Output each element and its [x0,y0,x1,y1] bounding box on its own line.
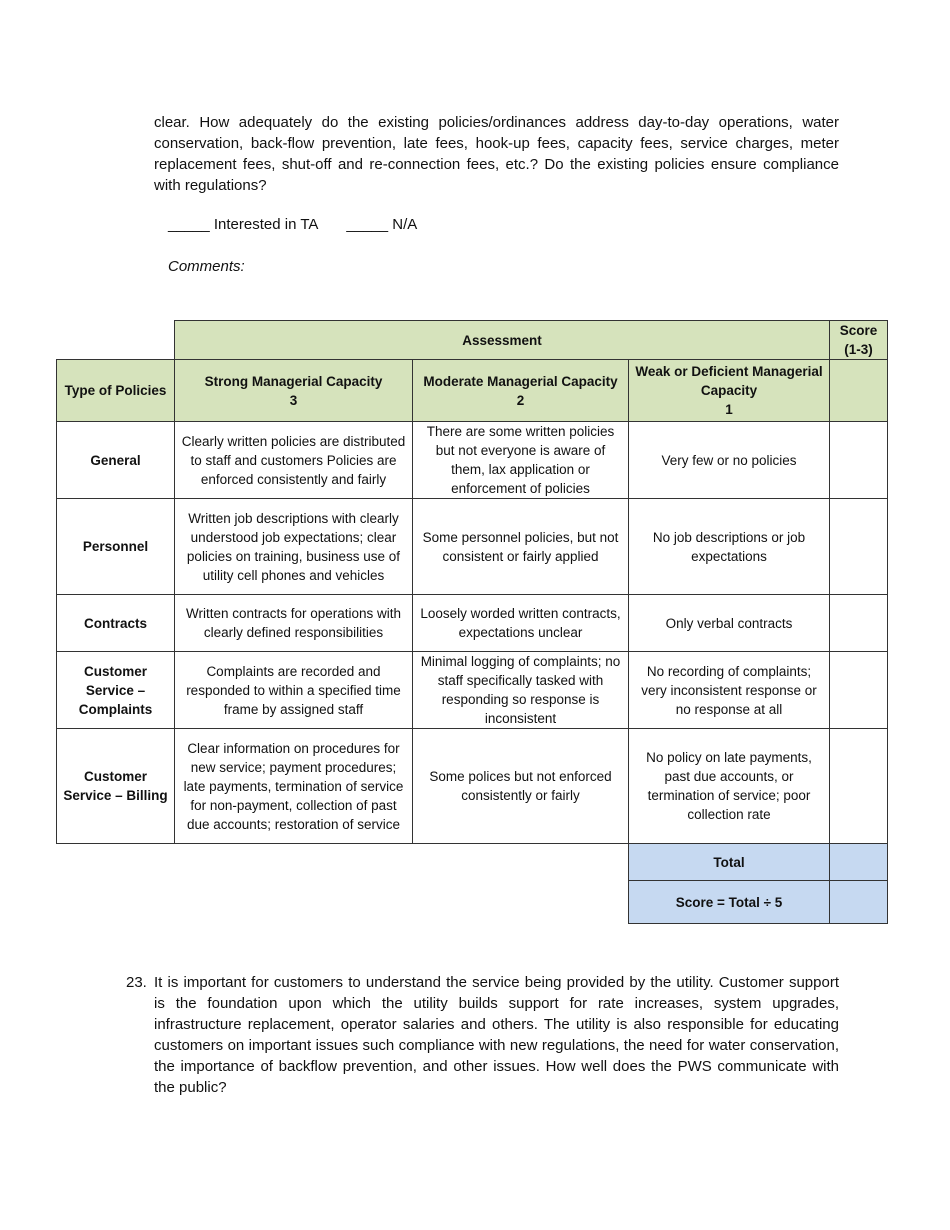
table-row [57,729,888,844]
row-weak: No job descriptions or job expectations [629,499,830,595]
row-strong: Complaints are recorded and responded to within a specified time frame by assigned staff [175,652,413,729]
ta-line [168,216,417,233]
interested-in-ta-field[interactable]: _____ Interested in TA [168,216,319,233]
row-strong: Written job descriptions with clearly understood job expectations; clear policies on training, business use of utility cell phones and vehicles [175,499,413,595]
assessment-header: Assessment [175,321,830,360]
moderate-capacity-header [413,360,629,422]
total-label: Total [629,844,830,881]
strong-capacity-header [175,360,413,422]
moderate-capacity-value: 2 [516,392,525,408]
row-weak: Very few or no policies [629,422,830,499]
table-row [57,422,888,499]
question-number: 23. [126,974,147,991]
blank-area [57,844,629,881]
score-result-input[interactable] [830,881,888,924]
row-type: Customer Service – Complaints [57,652,175,729]
row-type: General [57,422,175,499]
strong-capacity-value: 3 [289,392,298,408]
row-strong: Clearly written policies are distributed to staff and customers Policies are enforced consistently and fairly [175,422,413,499]
moderate-capacity-label: Moderate Managerial Capacity [423,373,618,389]
row-score-input[interactable] [830,422,888,499]
row-strong: Clear information on procedures for new service; payment procedures; late payments, termination of service for non-payment, collection of past due accounts; restoration of service [175,729,413,844]
row-score-input[interactable] [830,652,888,729]
row-strong: Written contracts for operations with clearly defined responsibilities [175,595,413,652]
row-type: Personnel [57,499,175,595]
weak-capacity-label: Weak or Deficient Managerial Capacity [635,364,823,398]
table-row [57,652,888,729]
row-type: Customer Service – Billing [57,729,175,844]
empty-corner [57,321,175,360]
assessment-table [56,320,888,924]
type-of-policies-header: Type of Policies [57,360,175,422]
row-score-input[interactable] [830,499,888,595]
weak-capacity-header [629,360,830,422]
na-field[interactable]: _____ N/A [346,216,418,233]
score-formula-label: Score = Total ÷ 5 [629,881,830,924]
comments-label: Comments: [168,258,245,275]
row-moderate: Some personnel policies, but not consistent or fairly applied [413,499,629,595]
score-header-blank [830,360,888,422]
row-score-input[interactable] [830,595,888,652]
question-text: It is important for customers to understand the service being provided by the utility. Customer support is the foundation upon which the utility builds support for rate increases, system upgrades, infrastructure replacement, operator salaries and others. The utility is also responsible for educating customers on important issues such compliance with new regulations, the need for water conservation, the importance of backflow prevention, and other issues. How well does the PWS communicate with the public? [154,974,839,1096]
row-score-input[interactable] [830,729,888,844]
score-header: Score (1-3) [830,321,888,360]
row-type: Contracts [57,595,175,652]
strong-capacity-label: Strong Managerial Capacity [204,373,383,389]
table-row [57,595,888,652]
row-moderate: There are some written policies but not everyone is aware of them, lax application or enforcement of policies [413,422,629,499]
row-moderate: Loosely worded written contracts, expectations unclear [413,595,629,652]
blank-area [57,881,629,924]
total-input[interactable] [830,844,888,881]
row-moderate: Minimal logging of complaints; no staff specifically tasked with responding so response is inconsistent [413,652,629,729]
question-23 [126,972,839,1098]
row-weak: Only verbal contracts [629,595,830,652]
row-weak: No recording of complaints; very inconsistent response or no response at all [629,652,830,729]
row-weak: No policy on late payments, past due accounts, or termination of service; poor collection rate [629,729,830,844]
intro-paragraph: clear. How adequately do the existing policies/ordinances address day-to-day operations, water conservation, back-flow prevention, late fees, hook-up fees, capacity fees, service charges, meter replacement fees, shut-off and re-connection fees, etc.? Do the existing policies ensure compliance with regulations? [154,114,839,194]
row-moderate: Some polices but not enforced consistently or fairly [413,729,629,844]
weak-capacity-value: 1 [725,402,733,417]
table-row [57,499,888,595]
